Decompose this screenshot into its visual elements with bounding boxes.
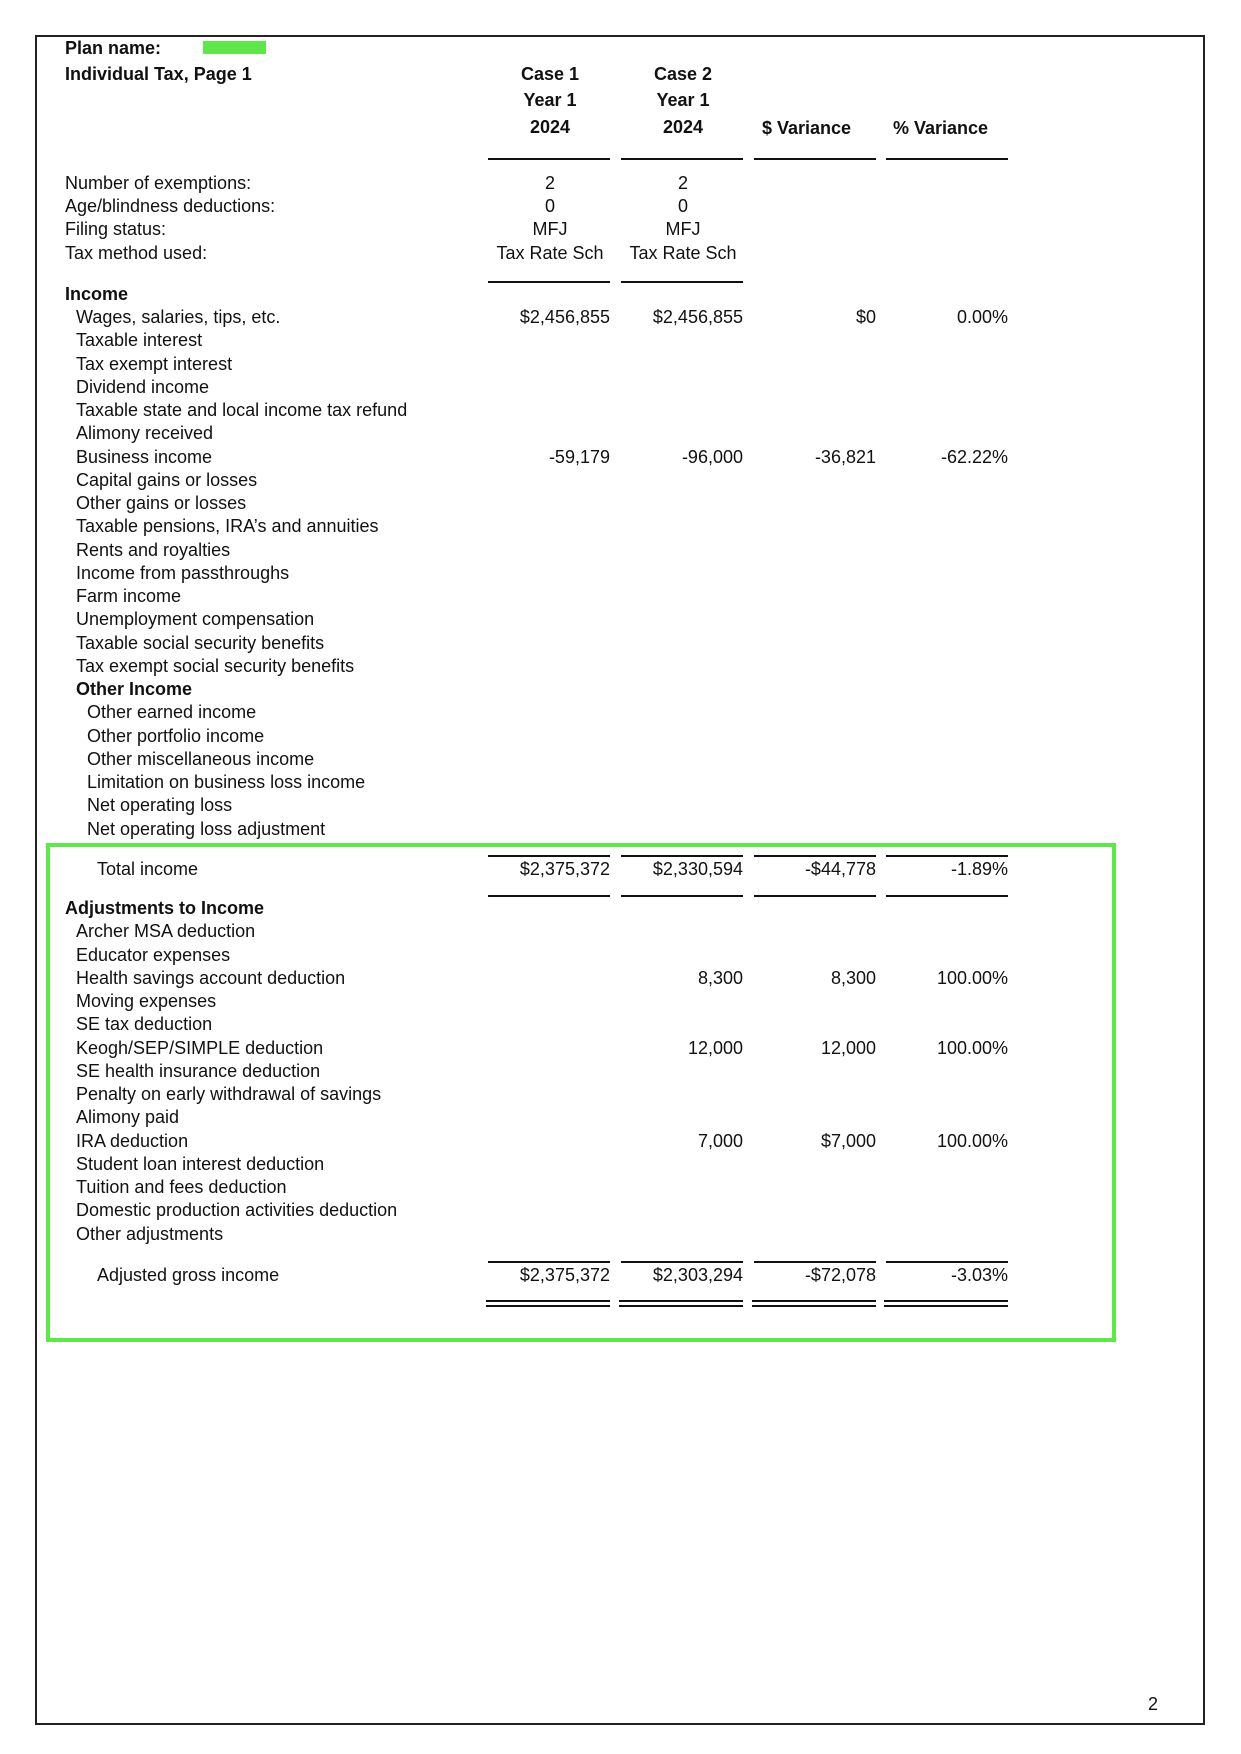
income-row-case1: $2,456,855 bbox=[519, 307, 610, 327]
other-income-label: Other miscellaneous income bbox=[87, 749, 315, 769]
adjustment-row-label: Other adjustments bbox=[76, 1224, 224, 1244]
total-top-rule bbox=[886, 855, 1008, 857]
header-rule-case2 bbox=[621, 158, 743, 160]
case2-tax-year: 2024 bbox=[662, 117, 704, 137]
adjustment-row-label: Moving expenses bbox=[76, 991, 217, 1011]
income-row-label: Business income bbox=[76, 447, 213, 467]
income-row-variance: $0 bbox=[855, 307, 876, 327]
filing-case1: Tax Rate Sch bbox=[496, 243, 604, 263]
income-row-label: Tax exempt social security benefits bbox=[76, 656, 355, 676]
agi-pct: -3.03% bbox=[950, 1265, 1008, 1285]
adjustment-row-label: Archer MSA deduction bbox=[76, 921, 256, 941]
agi-double-rule bbox=[884, 1300, 1008, 1307]
other-income-label: Other earned income bbox=[87, 702, 257, 722]
adjustment-row-label: Domestic production activities deduction bbox=[76, 1200, 398, 1220]
filing-case1: MFJ bbox=[532, 219, 568, 239]
adjustment-row-pct: 100.00% bbox=[936, 968, 1008, 988]
filing-case2: 2 bbox=[677, 173, 688, 193]
total-income-case1: $2,375,372 bbox=[519, 859, 610, 879]
agi-case1: $2,375,372 bbox=[519, 1265, 610, 1285]
income-row-label: Taxable interest bbox=[76, 330, 203, 350]
agi-top-rule bbox=[886, 1261, 1008, 1263]
adjustment-row-label: Student loan interest deduction bbox=[76, 1154, 325, 1174]
adjustment-row-label: Alimony paid bbox=[76, 1107, 180, 1127]
agi-top-rule bbox=[754, 1261, 876, 1263]
adjustment-row-variance: 8,300 bbox=[830, 968, 876, 988]
agi-top-rule bbox=[621, 1261, 743, 1263]
agi-label: Adjusted gross income bbox=[97, 1265, 280, 1285]
filing-case2: 0 bbox=[677, 196, 688, 216]
total-top-rule bbox=[621, 855, 743, 857]
adjustment-row-variance: 12,000 bbox=[820, 1038, 876, 1058]
total-income-label: Total income bbox=[97, 859, 199, 879]
adjustment-row-pct: 100.00% bbox=[936, 1038, 1008, 1058]
income-row-case2: -96,000 bbox=[681, 447, 743, 467]
income-row-pct: 0.00% bbox=[956, 307, 1008, 327]
income-row-label: Income from passthroughs bbox=[76, 563, 290, 583]
filing-label: Number of exemptions: bbox=[65, 173, 252, 193]
case2-year: Year 1 bbox=[656, 90, 710, 110]
income-row-case2: $2,456,855 bbox=[652, 307, 743, 327]
pct-variance-header: % Variance bbox=[893, 118, 989, 138]
total-bottom-rule bbox=[754, 895, 876, 897]
case2-header: Case 2 bbox=[653, 64, 713, 84]
income-row-variance: -36,821 bbox=[814, 447, 876, 467]
income-row-label: Wages, salaries, tips, etc. bbox=[76, 307, 281, 327]
filing-case2: MFJ bbox=[665, 219, 701, 239]
other-income-label: Net operating loss adjustment bbox=[87, 819, 326, 839]
income-row-label: Dividend income bbox=[76, 377, 210, 397]
plan-name-label: Plan name: bbox=[65, 38, 162, 58]
other-income-label: Limitation on business loss income bbox=[87, 772, 366, 792]
dollar-variance-header: $ Variance bbox=[762, 118, 852, 138]
page-number: 2 bbox=[1148, 1694, 1159, 1714]
agi-double-rule bbox=[752, 1300, 876, 1307]
total-bottom-rule bbox=[488, 895, 610, 897]
agi-variance: -$72,078 bbox=[804, 1265, 876, 1285]
agi-case2: $2,303,294 bbox=[652, 1265, 743, 1285]
income-row-label: Capital gains or losses bbox=[76, 470, 258, 490]
adjustment-row-label: Educator expenses bbox=[76, 945, 231, 965]
adjustment-row-pct: 100.00% bbox=[936, 1131, 1008, 1151]
filing-label: Tax method used: bbox=[65, 243, 208, 263]
total-income-pct: -1.89% bbox=[950, 859, 1008, 879]
income-row-label: Rents and royalties bbox=[76, 540, 231, 560]
total-bottom-rule bbox=[621, 895, 743, 897]
case1-header: Case 1 bbox=[520, 64, 580, 84]
income-row-label: Other gains or losses bbox=[76, 493, 247, 513]
filing-rule-case2 bbox=[621, 281, 743, 283]
adjustment-row-label: Penalty on early withdrawal of savings bbox=[76, 1084, 382, 1104]
header-rule-variance bbox=[754, 158, 876, 160]
other-income-label: Net operating loss bbox=[87, 795, 233, 815]
adjustment-row-label: Tuition and fees deduction bbox=[76, 1177, 287, 1197]
filing-rule-case1 bbox=[488, 281, 610, 283]
adjustment-row-case2: 7,000 bbox=[697, 1131, 743, 1151]
total-income-variance: -$44,778 bbox=[804, 859, 876, 879]
agi-double-rule bbox=[619, 1300, 743, 1307]
filing-label: Age/blindness deductions: bbox=[65, 196, 276, 216]
agi-top-rule bbox=[488, 1261, 610, 1263]
page-title: Individual Tax, Page 1 bbox=[65, 64, 252, 84]
income-row-label: Alimony received bbox=[76, 423, 214, 443]
total-top-rule bbox=[488, 855, 610, 857]
income-row-label: Tax exempt interest bbox=[76, 354, 233, 374]
filing-case2: Tax Rate Sch bbox=[629, 243, 737, 263]
other-income-heading: Other Income bbox=[76, 679, 193, 699]
adjustments-heading: Adjustments to Income bbox=[65, 898, 265, 918]
income-row-pct: -62.22% bbox=[940, 447, 1008, 467]
header-rule-case1 bbox=[488, 158, 610, 160]
total-bottom-rule bbox=[886, 895, 1008, 897]
total-income-case2: $2,330,594 bbox=[652, 859, 743, 879]
case1-tax-year: 2024 bbox=[529, 117, 571, 137]
income-heading: Income bbox=[65, 284, 129, 304]
case1-year: Year 1 bbox=[523, 90, 577, 110]
adjustment-row-label: SE health insurance deduction bbox=[76, 1061, 321, 1081]
income-row-label: Unemployment compensation bbox=[76, 609, 315, 629]
income-row-label: Taxable pensions, IRA’s and annuities bbox=[76, 516, 379, 536]
filing-case1: 2 bbox=[544, 173, 555, 193]
adjustment-row-label: SE tax deduction bbox=[76, 1014, 213, 1034]
redacted-plan-name bbox=[203, 41, 266, 54]
income-row-label: Taxable social security benefits bbox=[76, 633, 325, 653]
adjustment-row-variance: $7,000 bbox=[820, 1131, 876, 1151]
total-top-rule bbox=[754, 855, 876, 857]
adjustment-row-case2: 8,300 bbox=[697, 968, 743, 988]
adjustment-row-case2: 12,000 bbox=[687, 1038, 743, 1058]
adjustment-row-label: Health savings account deduction bbox=[76, 968, 346, 988]
agi-double-rule bbox=[486, 1300, 610, 1307]
header-rule-pct bbox=[886, 158, 1008, 160]
income-row-label: Taxable state and local income tax refund bbox=[76, 400, 408, 420]
income-row-case1: -59,179 bbox=[548, 447, 610, 467]
other-income-label: Other portfolio income bbox=[87, 726, 265, 746]
filing-case1: 0 bbox=[544, 196, 555, 216]
income-row-label: Farm income bbox=[76, 586, 182, 606]
filing-label: Filing status: bbox=[65, 219, 167, 239]
adjustment-row-label: Keogh/SEP/SIMPLE deduction bbox=[76, 1038, 324, 1058]
adjustment-row-label: IRA deduction bbox=[76, 1131, 189, 1151]
